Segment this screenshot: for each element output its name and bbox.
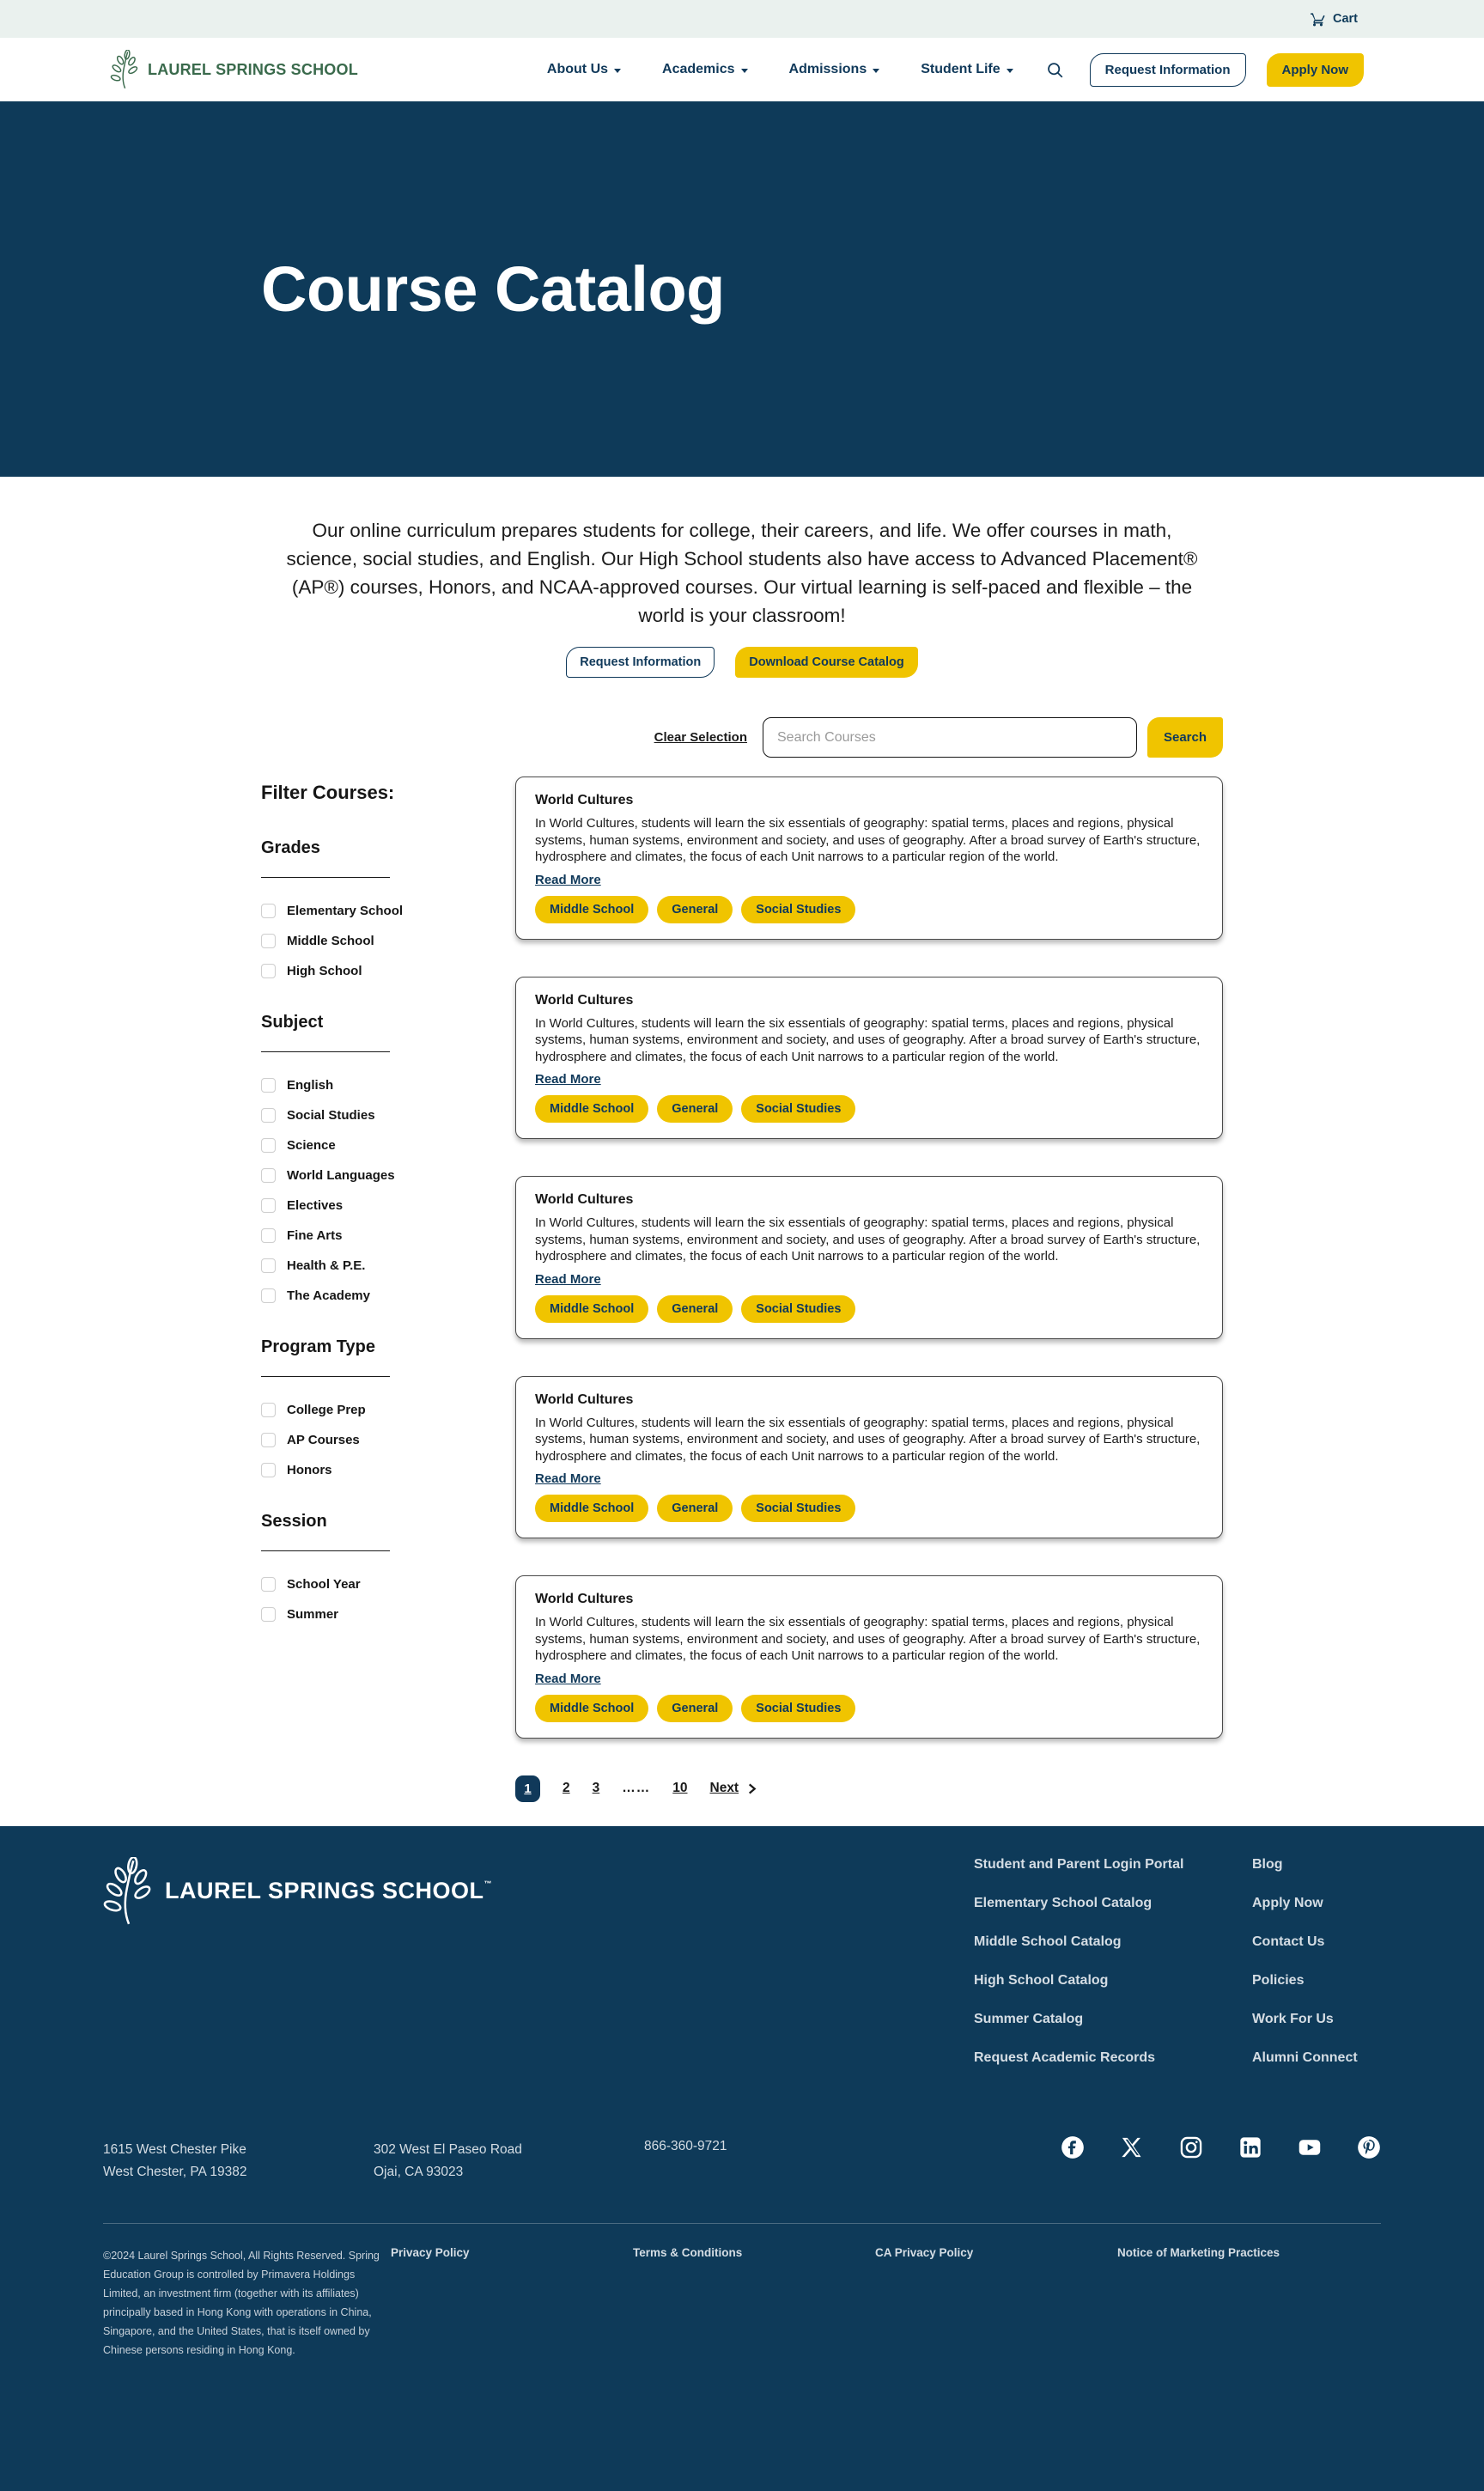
- footer-link[interactable]: Contact Us: [1252, 1934, 1325, 1949]
- filter-checkbox[interactable]: [261, 964, 276, 978]
- chevron-down-icon: [1007, 69, 1013, 73]
- footer-link[interactable]: High School Catalog: [974, 1972, 1109, 1988]
- x-icon[interactable]: [1120, 2135, 1144, 2159]
- course-tags: [535, 1495, 1203, 1522]
- course-tag[interactable]: General: [657, 1695, 733, 1722]
- main-content: [261, 777, 1223, 1802]
- filter-checkbox[interactable]: [261, 1607, 276, 1622]
- filter-option-label: AP Courses: [287, 1433, 360, 1447]
- cart-icon: [1310, 11, 1326, 27]
- chevron-right-icon: [746, 1783, 757, 1794]
- filter-option-label: Science: [287, 1138, 336, 1153]
- download-course-catalog-button[interactable]: Download Course Catalog: [735, 647, 917, 678]
- footer-links: [974, 1857, 1381, 2089]
- filter-option-label: Fine Arts: [287, 1228, 343, 1243]
- course-description: In World Cultures, students will learn the six essentials of geography: spatial terms, places and regions, physical systems, human systems, environment and society, and uses of geography. After a broad survey of Earth's structure, hydrosphere and climates, the focus of each Unit narrows to a particular region of the world.: [535, 816, 1201, 864]
- filter-title: Filter Courses:: [261, 782, 395, 803]
- nav-item-label: About Us: [546, 62, 609, 76]
- footer-legal-row: [103, 2223, 1381, 2360]
- apply-now-button[interactable]: Apply Now: [1267, 53, 1365, 87]
- nav-item-label: Student Life: [921, 62, 1000, 76]
- filter-option-label: Elementary School: [287, 904, 404, 918]
- course-tag[interactable]: Social Studies: [741, 1695, 855, 1722]
- pagination: [515, 1775, 1223, 1802]
- copyright-text: ©2024 Laurel Springs School, All Rights Reserved. Spring Education Group is controlled by Primavera Holdings Limited, an investment firm (together with its affiliates) principally based in Hong Kong with operations in China, Singapore, and the United States, that is itself owned by Chinese persons residing in Hong Kong.: [103, 2249, 380, 2356]
- brand-logo[interactable]: [110, 50, 358, 89]
- nav-item-label: Academics: [662, 62, 735, 76]
- read-more-link[interactable]: Read More: [535, 1271, 601, 1287]
- search-button[interactable]: [1046, 61, 1064, 79]
- filter-group: [261, 1512, 477, 1622]
- read-more-link[interactable]: Read More: [535, 1471, 601, 1486]
- footer-contact-row: [103, 2139, 1381, 2183]
- course-list: [515, 777, 1223, 1739]
- main-nav: [547, 62, 1013, 77]
- filter-option-label: Honors: [287, 1463, 332, 1477]
- course-card: [515, 1575, 1223, 1739]
- cart-label: Cart: [1332, 12, 1358, 26]
- pagination-next-button[interactable]: [710, 1781, 758, 1796]
- filter-options: [261, 1078, 477, 1303]
- filter-group-heading: Session: [261, 1512, 327, 1531]
- legal-link[interactable]: Privacy Policy: [391, 2245, 470, 2259]
- filter-group-heading: Grades: [261, 838, 320, 857]
- filter-group-heading: Program Type: [261, 1337, 375, 1356]
- read-more-link[interactable]: Read More: [535, 872, 601, 887]
- pinterest-icon[interactable]: [1357, 2135, 1381, 2159]
- read-more-link[interactable]: Read More: [535, 1072, 601, 1087]
- topbar: [0, 0, 1484, 38]
- filter-group-divider: [261, 877, 390, 878]
- legal-link[interactable]: Notice of Marketing Practices: [1117, 2245, 1280, 2259]
- filter-option: [261, 1463, 477, 1477]
- laurel-branch-icon: [110, 50, 139, 89]
- linkedin-icon[interactable]: [1238, 2135, 1262, 2159]
- footer-brand-name: LAUREL SPRINGS SCHOOL™: [165, 1878, 493, 1903]
- filter-option: [261, 1577, 477, 1592]
- course-title: World Cultures: [535, 1392, 634, 1407]
- course-tag[interactable]: Social Studies: [741, 1495, 855, 1522]
- footer-top-row: [103, 1857, 1381, 2089]
- chevron-down-icon: [614, 69, 621, 73]
- nav-item[interactable]: [662, 62, 748, 77]
- course-title: World Cultures: [535, 1592, 634, 1606]
- clear-selection-link[interactable]: Clear Selection: [654, 730, 747, 745]
- filter-option-label: Social Studies: [287, 1108, 375, 1123]
- filter-options: [261, 1403, 477, 1477]
- filter-group-divider: [261, 1376, 390, 1377]
- course-card: [515, 777, 1223, 940]
- laurel-branch-icon: [103, 1857, 153, 1926]
- brand-name: LAUREL SPRINGS SCHOOL: [148, 60, 358, 78]
- filter-checkbox[interactable]: [261, 1198, 276, 1213]
- nav-item[interactable]: [789, 62, 880, 77]
- filter-option-label: World Languages: [287, 1168, 395, 1183]
- chevron-down-icon: [741, 69, 748, 73]
- course-tag[interactable]: Middle School: [535, 1295, 648, 1323]
- course-tag[interactable]: Middle School: [535, 1095, 648, 1123]
- footer-link[interactable]: Student and Parent Login Portal: [974, 1856, 1184, 1872]
- filter-group-divider: [261, 1051, 390, 1052]
- course-description: In World Cultures, students will learn the six essentials of geography: spatial terms, places and regions, physical systems, human systems, environment and society, and uses of geography. After a broad survey of Earth's structure, hydrosphere and climates, the focus of each Unit narrows to a particular region of the world.: [535, 1415, 1201, 1464]
- filter-option: [261, 964, 477, 978]
- address-pa: 1615 West Chester Pike West Chester, PA 19382: [103, 2141, 247, 2179]
- nav-item[interactable]: [547, 62, 621, 77]
- filter-option-label: Health & P.E.: [287, 1258, 366, 1273]
- filter-checkbox[interactable]: [261, 1577, 276, 1592]
- footer-link[interactable]: Elementary School Catalog: [974, 1895, 1153, 1910]
- course-tag[interactable]: General: [657, 1495, 733, 1522]
- course-tag[interactable]: Social Studies: [741, 1295, 855, 1323]
- footer-links-column-2: [1252, 1857, 1381, 2089]
- social-links: [1061, 2135, 1381, 2159]
- footer-link[interactable]: Blog: [1252, 1856, 1283, 1872]
- course-description: In World Cultures, students will learn the six essentials of geography: spatial terms, places and regions, physical systems, human systems, environment and society, and uses of geography. After a broad survey of Earth's structure, hydrosphere and climates, the focus of each Unit narrows to a particular region of the world.: [535, 1615, 1201, 1663]
- footer-link[interactable]: Work For Us: [1252, 2011, 1334, 2026]
- course-tags: [535, 1095, 1203, 1123]
- course-title: World Cultures: [535, 1192, 634, 1207]
- request-information-button[interactable]: Request Information: [566, 647, 715, 678]
- filter-option-label: High School: [287, 964, 362, 978]
- course-results: [515, 777, 1223, 1802]
- filter-option: [261, 1108, 477, 1123]
- pagination-page[interactable]: 3: [592, 1781, 600, 1795]
- course-title: World Cultures: [535, 793, 634, 807]
- filter-options: [261, 1577, 477, 1622]
- filter-checkbox[interactable]: [261, 904, 276, 918]
- course-search-input[interactable]: [763, 717, 1137, 758]
- filter-checkbox[interactable]: [261, 1168, 276, 1183]
- course-tag[interactable]: Middle School: [535, 896, 648, 923]
- filter-option: [261, 1228, 477, 1243]
- address-ca: 302 West El Paseo Road Ojai, CA 93023: [374, 2141, 522, 2179]
- filter-option-label: English: [287, 1078, 334, 1093]
- filter-option: [261, 1198, 477, 1213]
- read-more-link[interactable]: Read More: [535, 1671, 601, 1686]
- course-tag[interactable]: Middle School: [535, 1695, 648, 1722]
- course-tag[interactable]: Social Studies: [741, 896, 855, 923]
- filter-group-heading: Subject: [261, 1013, 324, 1032]
- search-icon: [1046, 61, 1064, 79]
- filter-option: [261, 1168, 477, 1183]
- nav-item-label: Admissions: [788, 62, 867, 76]
- pagination-page[interactable]: 2: [563, 1781, 570, 1795]
- filter-option-label: Middle School: [287, 934, 374, 948]
- trademark: ™: [484, 1879, 493, 1888]
- footer-link[interactable]: Policies: [1252, 1972, 1305, 1988]
- course-tag[interactable]: General: [657, 1095, 733, 1123]
- filter-checkbox[interactable]: [261, 1463, 276, 1477]
- request-information-button[interactable]: Request Information: [1090, 53, 1246, 87]
- course-tags: [535, 1295, 1203, 1323]
- filter-groups: [261, 838, 477, 1622]
- filter-group: [261, 1337, 477, 1477]
- course-tag[interactable]: General: [657, 1295, 733, 1323]
- footer: [0, 1826, 1484, 2491]
- filter-option: [261, 1078, 477, 1093]
- filter-checkbox[interactable]: [261, 1258, 276, 1273]
- search-submit-button[interactable]: Search: [1147, 717, 1223, 758]
- course-card: [515, 977, 1223, 1140]
- course-tag[interactable]: Middle School: [535, 1495, 648, 1522]
- course-description: In World Cultures, students will learn the six essentials of geography: spatial terms, places and regions, physical systems, human systems, environment and society, and uses of geography. After a broad survey of Earth's structure, hydrosphere and climates, the focus of each Unit narrows to a particular region of the world.: [535, 1215, 1201, 1264]
- course-tag[interactable]: Social Studies: [741, 1095, 855, 1123]
- footer-link[interactable]: Apply Now: [1252, 1895, 1323, 1910]
- filter-checkbox[interactable]: [261, 1403, 276, 1417]
- cart-button[interactable]: [1310, 11, 1358, 27]
- filter-checkbox[interactable]: [261, 1108, 276, 1123]
- filter-checkbox[interactable]: [261, 1138, 276, 1153]
- footer-brand-logo[interactable]: [103, 1857, 492, 1926]
- filter-option: [261, 1433, 477, 1447]
- footer-link[interactable]: Middle School Catalog: [974, 1934, 1122, 1949]
- footer-link[interactable]: Alumni Connect: [1252, 2049, 1358, 2065]
- filter-option-label: Summer: [287, 1607, 339, 1622]
- filter-option-label: Electives: [287, 1198, 344, 1213]
- pagination-ellipsis: ……: [622, 1781, 651, 1795]
- filter-group-divider: [261, 1550, 390, 1551]
- filter-checkbox[interactable]: [261, 1288, 276, 1303]
- pagination-current-page[interactable]: 1: [515, 1775, 540, 1802]
- nav-item[interactable]: [921, 62, 1013, 77]
- filter-group: [261, 838, 477, 978]
- course-title: World Cultures: [535, 992, 634, 1008]
- header: [0, 38, 1484, 101]
- course-card: [515, 1176, 1223, 1339]
- filter-option: [261, 1403, 477, 1417]
- filter-option-label: College Prep: [287, 1403, 366, 1417]
- youtube-icon[interactable]: [1298, 2135, 1322, 2159]
- intro-buttons: [0, 647, 1484, 678]
- filter-option-label: The Academy: [287, 1288, 370, 1303]
- footer-link[interactable]: Summer Catalog: [974, 2011, 1084, 2026]
- pagination-pages: [563, 1781, 599, 1796]
- filter-options: [261, 904, 477, 978]
- legal-link[interactable]: Terms & Conditions: [633, 2245, 743, 2259]
- filter-option: [261, 1288, 477, 1303]
- facebook-icon[interactable]: [1061, 2135, 1085, 2159]
- chevron-down-icon: [873, 69, 879, 73]
- legal-link[interactable]: CA Privacy Policy: [875, 2245, 974, 2259]
- filter-option: [261, 1138, 477, 1153]
- course-tags: [535, 896, 1203, 923]
- filter-option: [261, 1607, 477, 1622]
- intro-section: [0, 477, 1484, 678]
- footer-link[interactable]: Request Academic Records: [974, 2049, 1156, 2065]
- hero-banner: [0, 101, 1484, 477]
- course-search-row: [261, 717, 1223, 758]
- course-description: In World Cultures, students will learn the six essentials of geography: spatial terms, places and regions, physical systems, human systems, environment and society, and uses of geography. After a broad survey of Earth's structure, hydrosphere and climates, the focus of each Unit narrows to a particular region of the world.: [535, 1015, 1201, 1064]
- filter-checkbox[interactable]: [261, 1433, 276, 1447]
- instagram-icon[interactable]: [1179, 2135, 1203, 2159]
- page-title: Course Catalog: [261, 253, 725, 325]
- filter-group: [261, 1013, 477, 1303]
- filter-sidebar: [261, 777, 477, 1637]
- filter-checkbox[interactable]: [261, 1078, 276, 1093]
- filter-checkbox[interactable]: [261, 934, 276, 948]
- footer-links-column-1: [974, 1857, 1252, 2089]
- intro-paragraph: Our online curriculum prepares students for college, their careers, and life. We offer courses in math, science, social studies, and English. Our High School students also have access to Advanced Placement® (AP®) courses, Honors, and NCAA-approved courses. Our virtual learning is self-paced and flexible – the world is your classroom!: [286, 520, 1198, 626]
- next-label: Next: [709, 1781, 739, 1795]
- pagination-last-page[interactable]: 10: [672, 1781, 688, 1795]
- filter-option-label: School Year: [287, 1577, 361, 1592]
- legal-links: [391, 2246, 1359, 2259]
- course-card: [515, 1376, 1223, 1539]
- filter-option: [261, 1258, 477, 1273]
- filter-option: [261, 934, 477, 948]
- phone-number[interactable]: 866-360-9721: [644, 2138, 727, 2153]
- course-tags: [535, 1695, 1203, 1722]
- course-tag[interactable]: General: [657, 896, 733, 923]
- filter-checkbox[interactable]: [261, 1228, 276, 1243]
- filter-option: [261, 904, 477, 918]
